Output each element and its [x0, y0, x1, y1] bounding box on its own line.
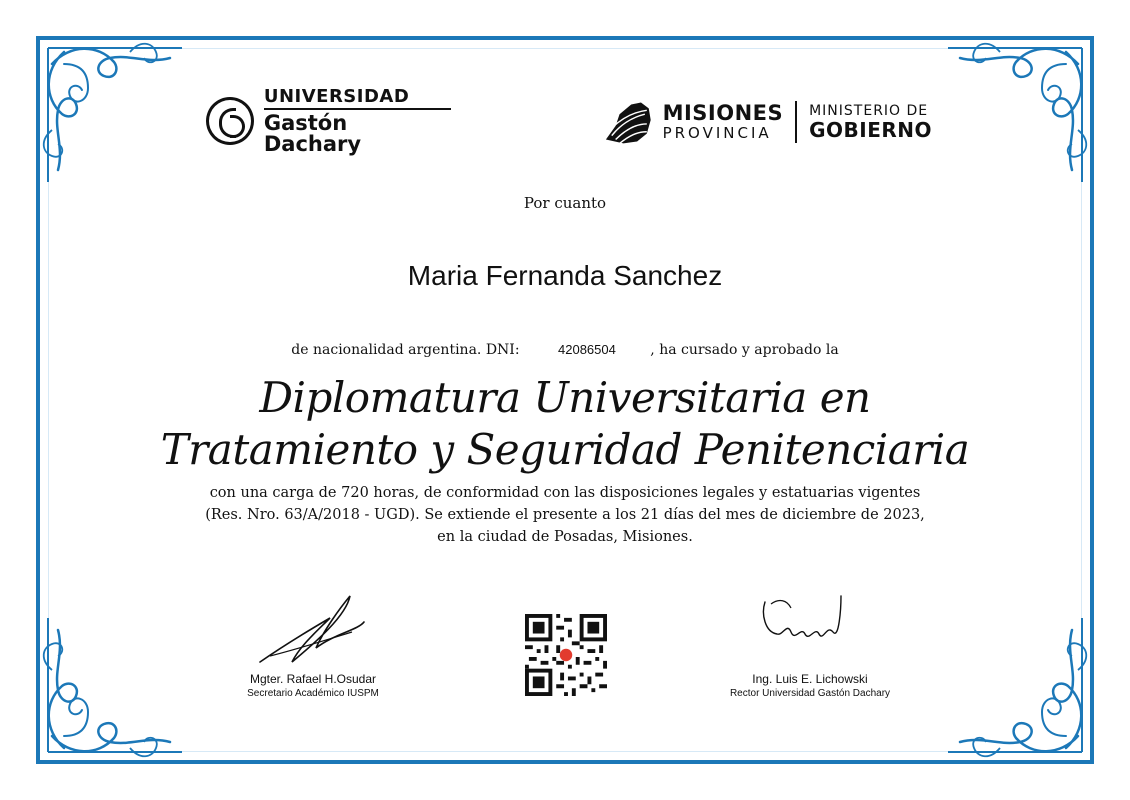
dni-prefix: de nacionalidad argentina. DNI: — [291, 342, 520, 358]
signature-right — [695, 584, 925, 699]
corner-ornament-top-left — [40, 40, 190, 190]
ugd-logo-top: UNIVERSIDAD — [264, 88, 451, 110]
signature-left-icon — [198, 584, 428, 670]
dni-line — [0, 342, 1130, 358]
body-line-1: con una carga de 720 horas, de conformidad con las disposiciones legales y estatuarias vigentes — [209, 485, 921, 501]
body-line-3: en la ciudad de Posadas, Misiones. — [437, 529, 693, 545]
corner-ornament-top-right — [940, 40, 1090, 190]
dni-value: 42086504 — [558, 342, 616, 357]
ugd-logo — [206, 85, 451, 156]
misiones-text — [663, 103, 784, 141]
signature-right-icon — [695, 584, 925, 670]
misiones-logo — [602, 94, 932, 150]
logo-divider — [795, 101, 797, 143]
body-line-2: (Res. Nro. 63/A/2018 - UGD). Se extiende el presente a los 21 días del mes de diciembre de 2023, — [205, 507, 925, 523]
recipient-name: Maria Fernanda Sanchez — [407, 260, 723, 291]
course-title-line-2: Tratamiento y Seguridad Penitenciaria — [160, 425, 970, 474]
ugd-logo-bottom: Gastón Dachary — [263, 110, 362, 156]
ministerio-bottom: GOBIERNO — [809, 118, 932, 142]
signature-left — [198, 584, 428, 699]
signature-right-role: Rector Universidad Gastón Dachary — [729, 688, 891, 699]
ugd-logo-icon — [206, 97, 254, 145]
corner-ornament-bottom-right — [940, 610, 1090, 760]
course-title — [0, 372, 1130, 476]
misiones-top: MISIONES — [662, 101, 784, 125]
dni-suffix: , ha cursado y aprobado la — [650, 342, 839, 358]
por-cuanto-text: Por cuanto — [523, 194, 607, 212]
misiones-bottom: PROVINCIA — [662, 124, 772, 142]
signature-left-role: Secretario Académico IUSPM — [247, 688, 379, 699]
certificate-body — [0, 482, 1130, 548]
ministerio-text — [809, 104, 932, 140]
course-title-line-1: Diplomatura Universitaria en — [259, 373, 871, 422]
signature-left-name: Mgter. Rafael H.Osudar — [249, 672, 377, 686]
qr-code-icon — [525, 614, 607, 696]
signature-right-name: Ing. Luis E. Lichowski — [752, 672, 868, 686]
corner-ornament-bottom-left — [40, 610, 190, 760]
misiones-fingerprint-icon — [602, 96, 655, 148]
ugd-logo-text — [263, 85, 451, 156]
ministerio-top: MINISTERIO DE — [809, 103, 929, 119]
